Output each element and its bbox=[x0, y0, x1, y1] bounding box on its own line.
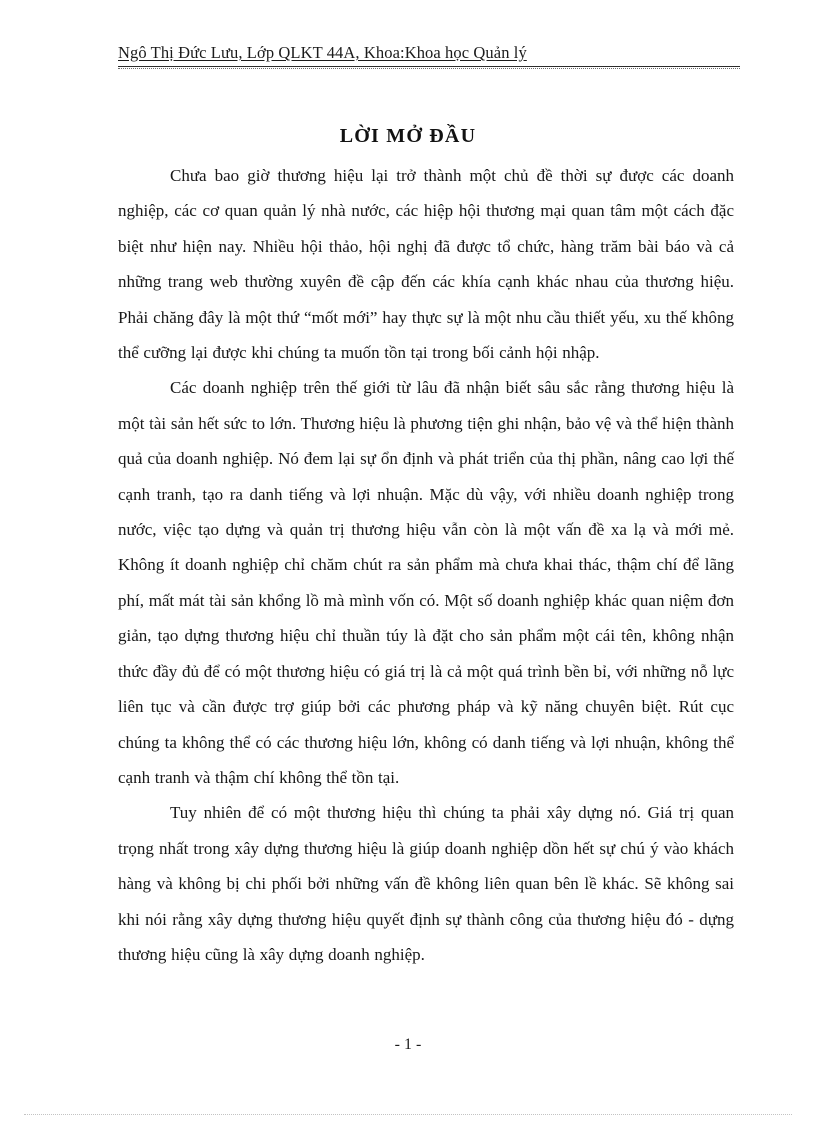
body-text bbox=[118, 158, 734, 972]
running-header bbox=[118, 44, 740, 69]
paragraph-2: Các doanh nghiệp trên thế giới từ lâu đã nhận biết sâu sắc rằng thương hiệu là một tài sản hết sức to lớn. Thương hiệu là phương tiện ghi nhận, bảo vệ và thể hiện thành quả của doanh nghiệp. Nó đem lại sự ổn định và phát triển của thị phần, nâng cao lợi thế cạnh tranh, tạo ra danh tiếng và lợi nhuận. Mặc dù vậy, với nhiều doanh nghiệp trong nước, việc tạo dựng và quản trị thương hiệu vẫn còn là một vấn đề xa lạ và mới mẻ. Không ít doanh nghiệp chỉ chăm chút ra sản phẩm mà chưa khai thác, thậm chí để lãng phí, mất mát tài sản khổng lồ mà mình vốn có. Một số doanh nghiệp khác quan niệm đơn giản, tạo dựng thương hiệu chỉ thuần túy là đặt cho sản phẩm một cái tên, không nhận thức đầy đủ để có một thương hiệu có giá trị là cả một quá trình bền bỉ, với những nỗ lực liên tục và cần được trợ giúp bởi các phương pháp và kỹ năng chuyên biệt. Rút cục chúng ta không thể có các thương hiệu lớn, không có danh tiếng và lợi nhuận, không thể cạnh tranh và thậm chí không thể tồn tại. bbox=[118, 378, 734, 787]
header-author-course-line: Ngô Thị Đức Lưu, Lớp QLKT 44A, Khoa:Khoa học Quản lý bbox=[118, 43, 527, 62]
page-number-footer: - 1 - bbox=[394, 1036, 422, 1053]
header-divider-rule bbox=[118, 66, 740, 69]
page-title: LỜI MỞ ĐẦU bbox=[339, 125, 477, 148]
paragraph-1: Chưa bao giờ thương hiệu lại trở thành một chủ đề thời sự được các doanh nghiệp, các cơ quan quản lý nhà nước, các hiệp hội thương mại quan tâm một cách đặc biệt như hiện nay. Nhiều hội thảo, hội nghị đã được tổ chức, hàng trăm bài báo và cả những trang web thường xuyên đề cập đến các khía cạnh khác nhau của thương hiệu. Phải chăng đây là một thứ “mốt mới” hay thực sự là một nhu cầu thiết yếu, xu thế không thể cưỡng lại được khi chúng ta muốn tồn tại trong bối cảnh hội nhập. bbox=[118, 166, 734, 363]
paragraph-3: Tuy nhiên để có một thương hiệu thì chúng ta phải xây dựng nó. Giá trị quan trọng nhất trong xây dựng thương hiệu là giúp doanh nghiệp dồn hết sự chú ý vào khách hàng và không bị chi phối bởi những vấn đề không liên quan bên lề khác. Sẽ không sai khi nói rằng xây dựng thương hiệu quyết định sự thành công của thương hiệu đó - dựng thương hiệu cũng là xây dựng doanh nghiệp. bbox=[118, 803, 734, 964]
footer-divider-rule bbox=[24, 1114, 792, 1115]
